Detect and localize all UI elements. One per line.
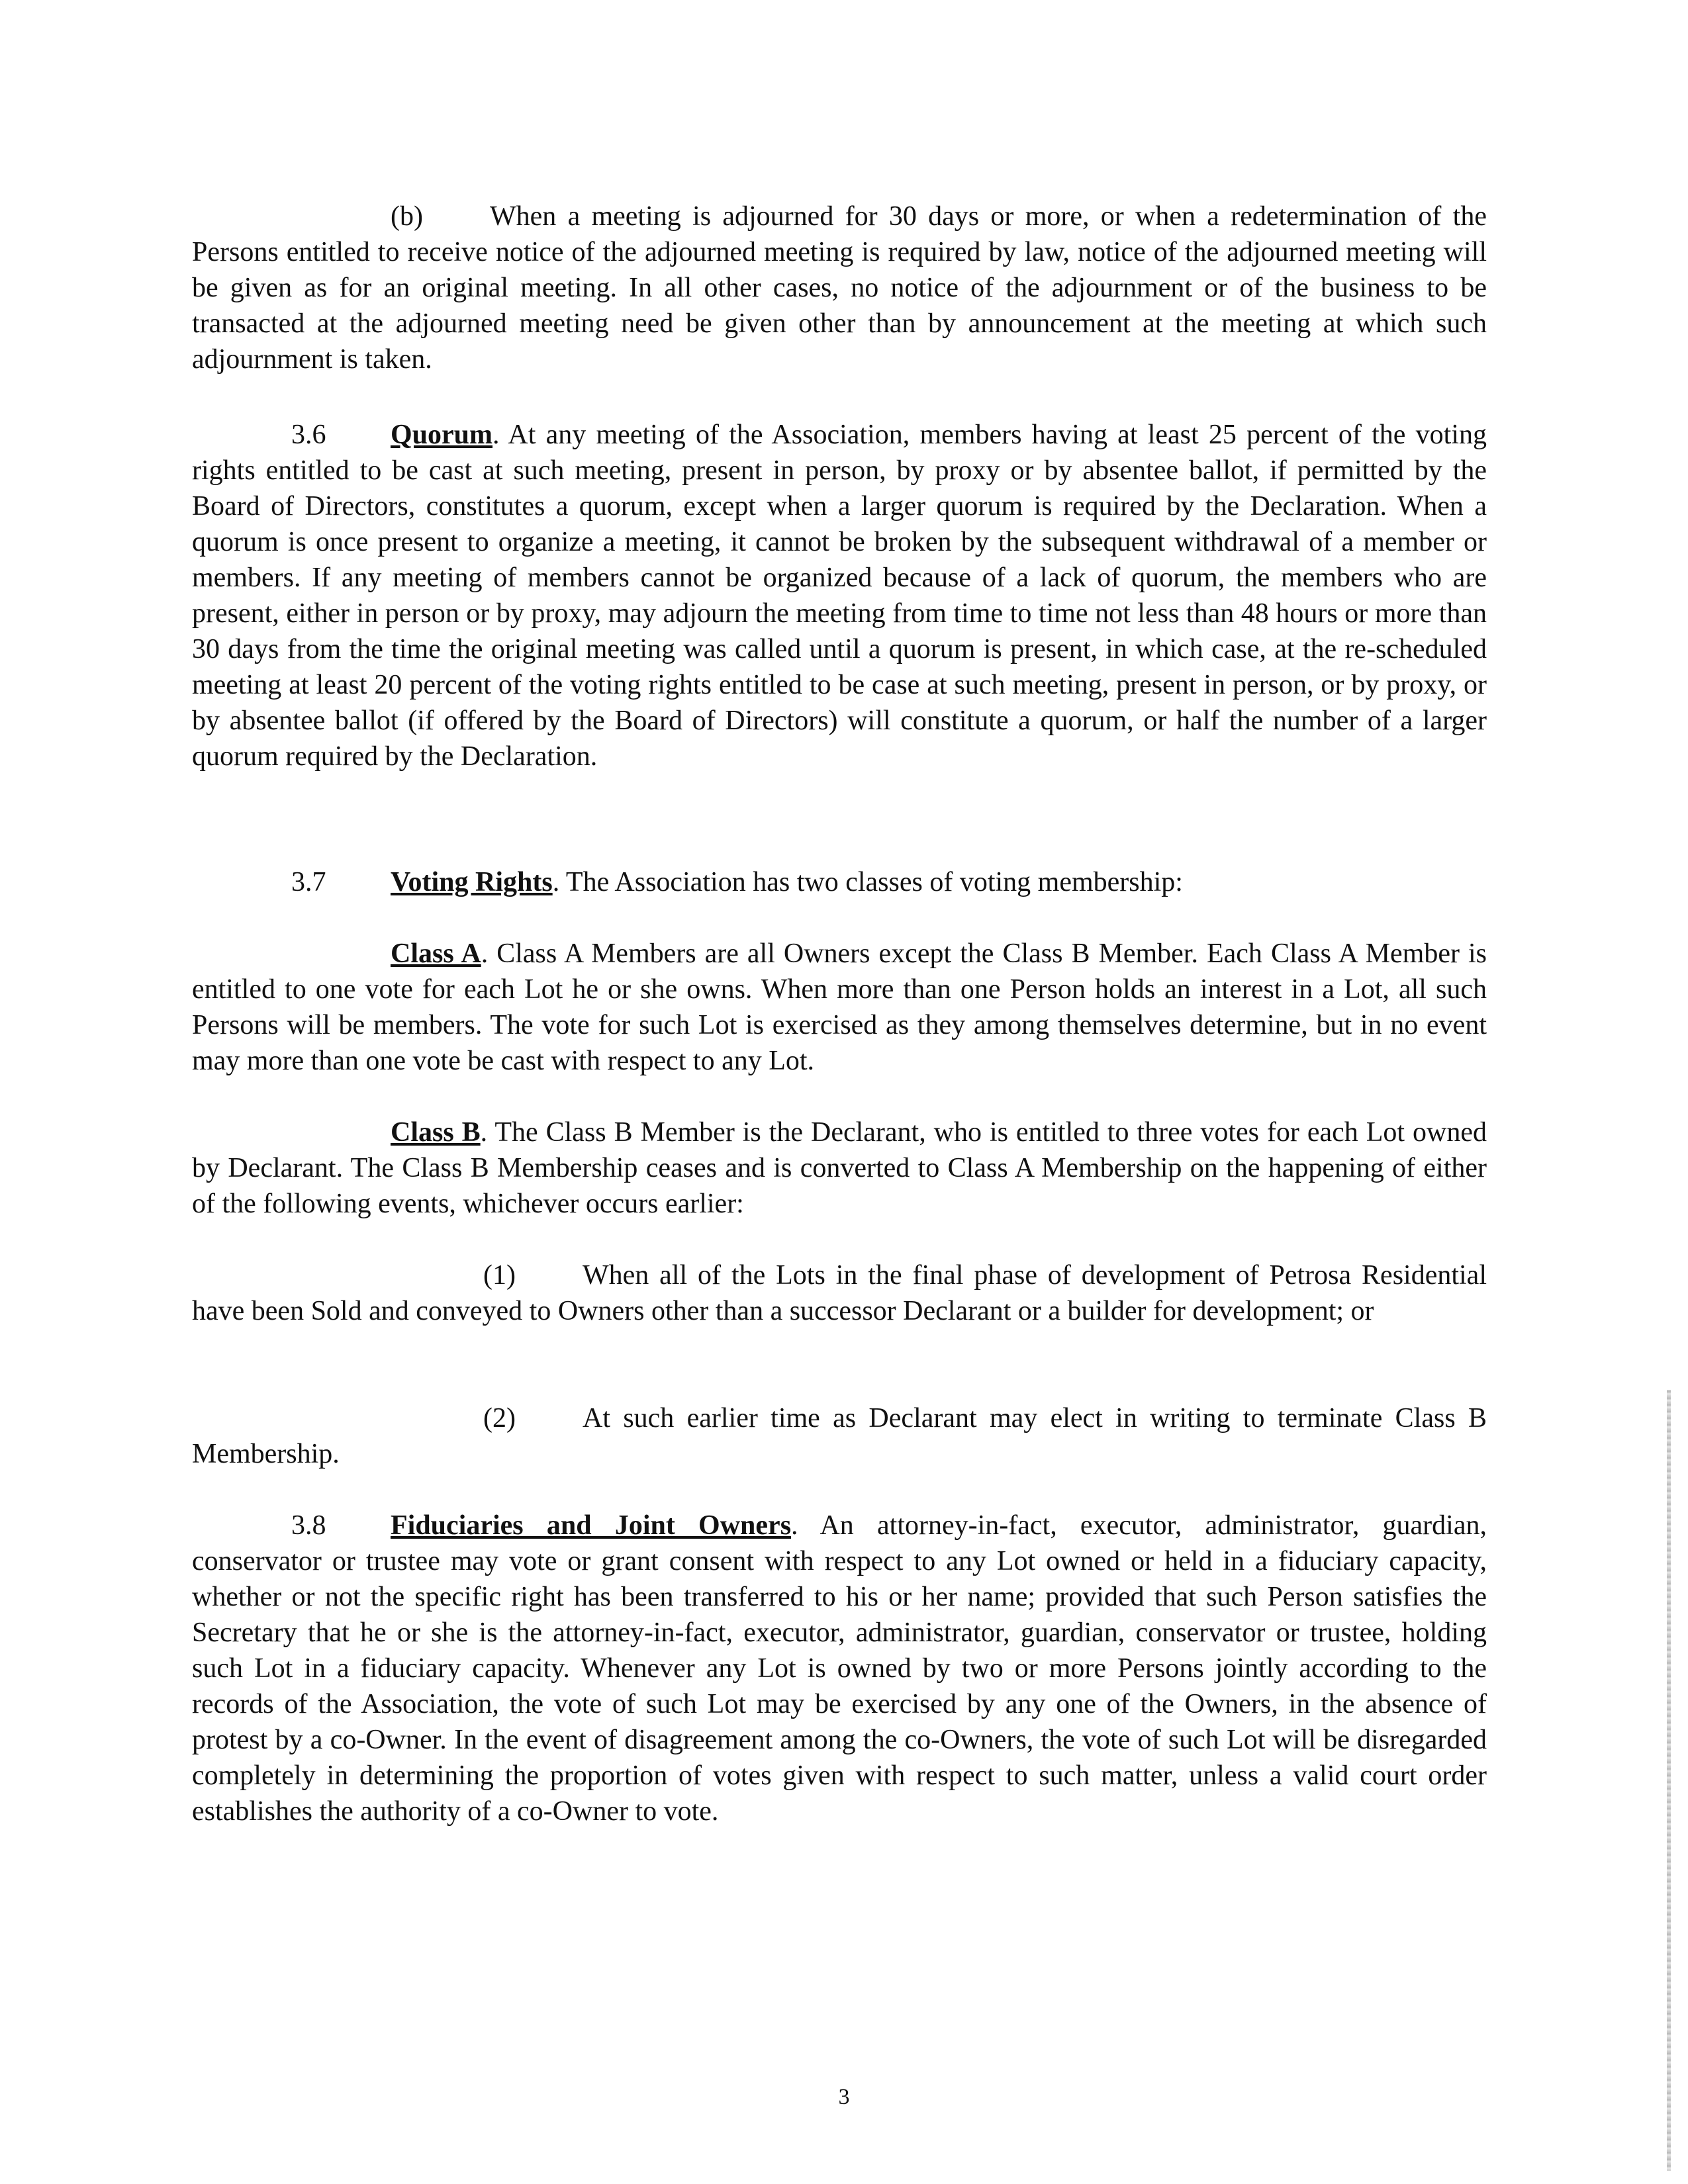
section-3-7-text: . The Association has two classes of voting membership:	[552, 867, 1183, 897]
paragraph-b	[192, 199, 1487, 377]
section-3-8-number: 3.8	[291, 1510, 326, 1541]
paragraph-b-text: When a meeting is adjourned for 30 days or more, or when a redetermination of the Persons entitled to receive notice of the adjourned meeting is required by law, notice of the adjourned meeting will be given as for an original meeting. In all other cases, no notice of the adjournment or of the business to be transacted at the adjourned meeting need be given other than by announcement at the meeting at which such adjournment is taken.	[192, 201, 1487, 375]
section-3-7-number: 3.7	[291, 867, 326, 897]
event-1-paragraph	[192, 1257, 1487, 1329]
section-3-7	[192, 864, 1487, 900]
event-1-label: (1)	[483, 1260, 516, 1291]
class-b-text: . The Class B Member is the Declarant, who is entitled to three votes for each Lot owned by Declarant. The Class B Membership ceases and is converted to Class A Membership on the happening of either of the following events, whichever occurs earlier:	[192, 1117, 1487, 1219]
section-3-6-text: . At any meeting of the Association, members having at least 25 percent of the voting rights entitled to be cast at such meeting, present in person, by proxy or by absentee ballot, if permitted by the Board of Directors, constitutes a quorum, except when a larger quorum is required by the Declaration. When a quorum is once present to organize a meeting, it cannot be broken by the subsequent withdrawal of a member or members. If any meeting of members cannot be organized because of a lack of quorum, the members who are present, either in person or by proxy, may adjourn the meeting from time to time not less than 48 hours or more than 30 days from the time the original meeting was called until a quorum is present, in which case, at the re-scheduled meeting at least 20 percent of the voting rights entitled to be case at such meeting, present in person, or by proxy, or by absentee ballot (if offered by the Board of Directors) will constitute a quorum, or half the number of a larger quorum required by the Declaration.	[192, 420, 1487, 772]
class-a-text: . Class A Members are all Owners except the Class B Member. Each Class A Member is entitled to one vote for each Lot he or she owns. When more than one Person holds an interest in a Lot, all such Persons will be members. The vote for such Lot is exercised as they among themselves determine, but in no event may more than one vote be cast with respect to any Lot.	[192, 938, 1487, 1076]
section-3-6-heading: Quorum	[391, 420, 493, 450]
section-3-6	[192, 417, 1487, 774]
event-2-paragraph	[192, 1400, 1487, 1472]
scan-edge-artifact	[1667, 1390, 1671, 2171]
paragraph-b-label: (b)	[391, 201, 423, 232]
event-2-label: (2)	[483, 1403, 516, 1433]
section-3-8	[192, 1508, 1487, 1829]
page-number: 3	[838, 2085, 850, 2109]
event-1-text: When all of the Lots in the final phase of development of Petrosa Residential have been Sold and conveyed to Owners other than a successor Declarant or a builder for development; or	[192, 1260, 1487, 1326]
class-a-paragraph	[192, 936, 1487, 1079]
class-b-paragraph	[192, 1115, 1487, 1222]
event-2-text: At such earlier time as Declarant may elect in writing to terminate Class B Membership.	[192, 1403, 1487, 1469]
class-b-heading: Class B	[391, 1117, 481, 1148]
section-3-6-number: 3.6	[291, 420, 326, 450]
section-3-7-heading: Voting Rights	[391, 867, 553, 897]
class-a-heading: Class A	[391, 938, 481, 969]
section-3-8-heading: Fiduciaries and Joint Owners	[391, 1510, 792, 1541]
section-3-8-text: . An attorney-in-fact, executor, administrator, guardian, conservator or trustee may vote or grant consent with respect to any Lot owned or held in a fiduciary capacity, whether or not the specific right has been transferred to his or her name; provided that such Person satisfies the Secretary that he or she is the attorney-in-fact, executor, administrator, guardian, conservator or trustee, holding such Lot in a fiduciary capacity. Whenever any Lot is owned by two or more Persons jointly according to the records of the Association, the vote of such Lot may be exercised by any one of the Owners, in the absence of protest by a co-Owner. In the event of disagreement among the co-Owners, the vote of such Lot will be disregarded completely in determining the proportion of votes given with respect to such matter, unless a valid court order establishes the authority of a co-Owner to vote.	[192, 1510, 1487, 1827]
